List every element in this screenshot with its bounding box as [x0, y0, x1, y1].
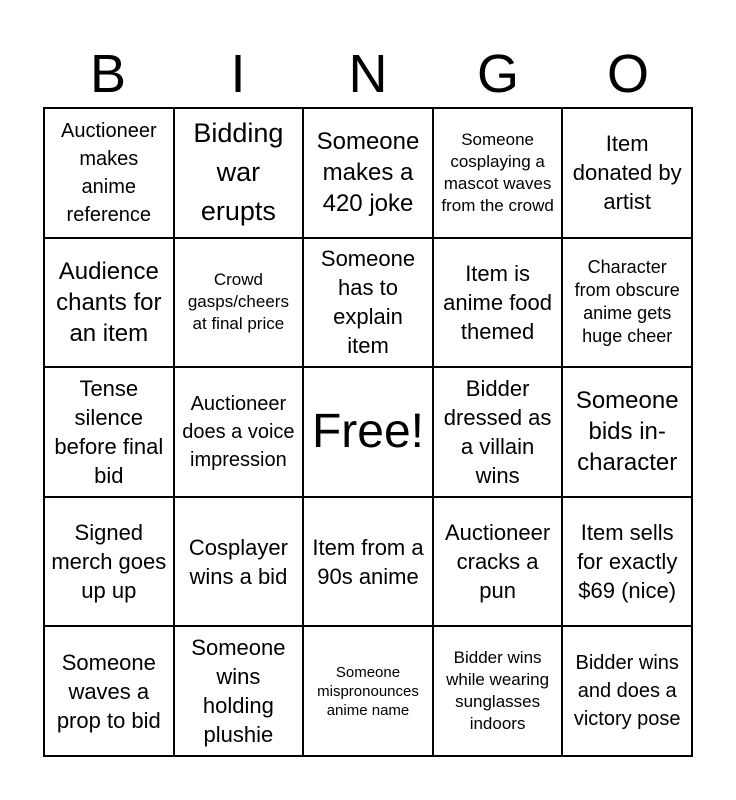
cell-text: Signed merch goes up up: [51, 520, 167, 604]
bingo-cell-r4c3[interactable]: [303, 497, 433, 627]
cell-text: Someone waves a prop to bid: [56, 649, 161, 733]
cell-text: Someone cosplaying a mascot waves from the crowd: [441, 129, 554, 215]
cell-text: Item from a 90s anime: [312, 534, 424, 589]
bingo-cell-r5c1[interactable]: [44, 626, 174, 756]
cell-text: Bidder dressed as a villain wins: [443, 375, 552, 488]
header-letter-b: B: [89, 44, 127, 104]
bingo-cell-r4c1[interactable]: [44, 497, 174, 627]
bingo-cell-r3c2[interactable]: [174, 367, 304, 497]
cell-text: Auctioneer cracks a pun: [445, 520, 551, 604]
bingo-cell-r1c4[interactable]: [433, 108, 563, 238]
cell-text: Bidder wins while wearing sunglasses indoors: [446, 648, 550, 734]
bingo-cell-r4c5[interactable]: [562, 497, 692, 627]
cell-text: Item is anime food themed: [443, 260, 553, 344]
cell-text: Bidding war erupts: [193, 118, 284, 227]
bingo-cell-r3c4[interactable]: [433, 367, 563, 497]
bingo-cell-r1c1[interactable]: [44, 108, 174, 238]
bingo-cell-r3c1[interactable]: [44, 367, 174, 497]
cell-text: Crowd gasps/cheers at final price: [187, 270, 289, 334]
bingo-cell-r4c2[interactable]: [174, 497, 304, 627]
bingo-cell-r2c4[interactable]: [433, 238, 563, 368]
cell-text: Auctioneer makes anime reference: [60, 119, 157, 226]
bingo-cell-r2c5[interactable]: [562, 238, 692, 368]
header-letter-i: I: [230, 44, 246, 104]
cell-text: Cosplayer wins a bid: [188, 534, 288, 589]
bingo-cell-free[interactable]: [303, 367, 433, 497]
bingo-cell-r1c2[interactable]: [174, 108, 304, 238]
header-letter-o: O: [606, 44, 649, 104]
cell-text: Character from obscure anime gets huge cheer: [574, 257, 680, 347]
bingo-cell-r5c4[interactable]: [433, 626, 563, 756]
cell-text: Bidder wins and does a victory pose: [573, 652, 681, 731]
cell-text: Someone has to explain item: [320, 246, 416, 359]
free-space-text: Free!: [311, 404, 424, 458]
cell-text: Someone makes a 420 joke: [316, 128, 420, 218]
cell-text: Tense silence before final bid: [54, 375, 164, 488]
bingo-cell-r3c5[interactable]: [562, 367, 692, 497]
cell-text: Audience chants for an item: [56, 257, 162, 347]
bingo-cell-r1c3[interactable]: [303, 108, 433, 238]
bingo-header: [43, 40, 693, 108]
bingo-cell-r5c3[interactable]: [303, 626, 433, 756]
bingo-card-grid: [43, 107, 693, 757]
cell-text: Item donated by artist: [572, 131, 682, 215]
bingo-cell-r2c2[interactable]: [174, 238, 304, 368]
bingo-cell-r5c2[interactable]: [174, 626, 304, 756]
header-letter-g: G: [476, 44, 519, 104]
cell-text: Someone wins holding plushie: [191, 635, 286, 748]
bingo-cell-r4c4[interactable]: [433, 497, 563, 627]
header-letter-n: N: [348, 44, 388, 104]
bingo-cell-r1c5[interactable]: [562, 108, 692, 238]
cell-text: Someone mispronounces anime name: [317, 663, 419, 719]
bingo-cell-r2c1[interactable]: [44, 238, 174, 368]
cell-text: Auctioneer does a voice impression: [182, 392, 295, 471]
bingo-cell-r5c5[interactable]: [562, 626, 692, 756]
bingo-cell-r2c3[interactable]: [303, 238, 433, 368]
cell-text: Someone bids in-character: [575, 387, 679, 477]
cell-text: Item sells for exactly $69 (nice): [577, 520, 678, 604]
